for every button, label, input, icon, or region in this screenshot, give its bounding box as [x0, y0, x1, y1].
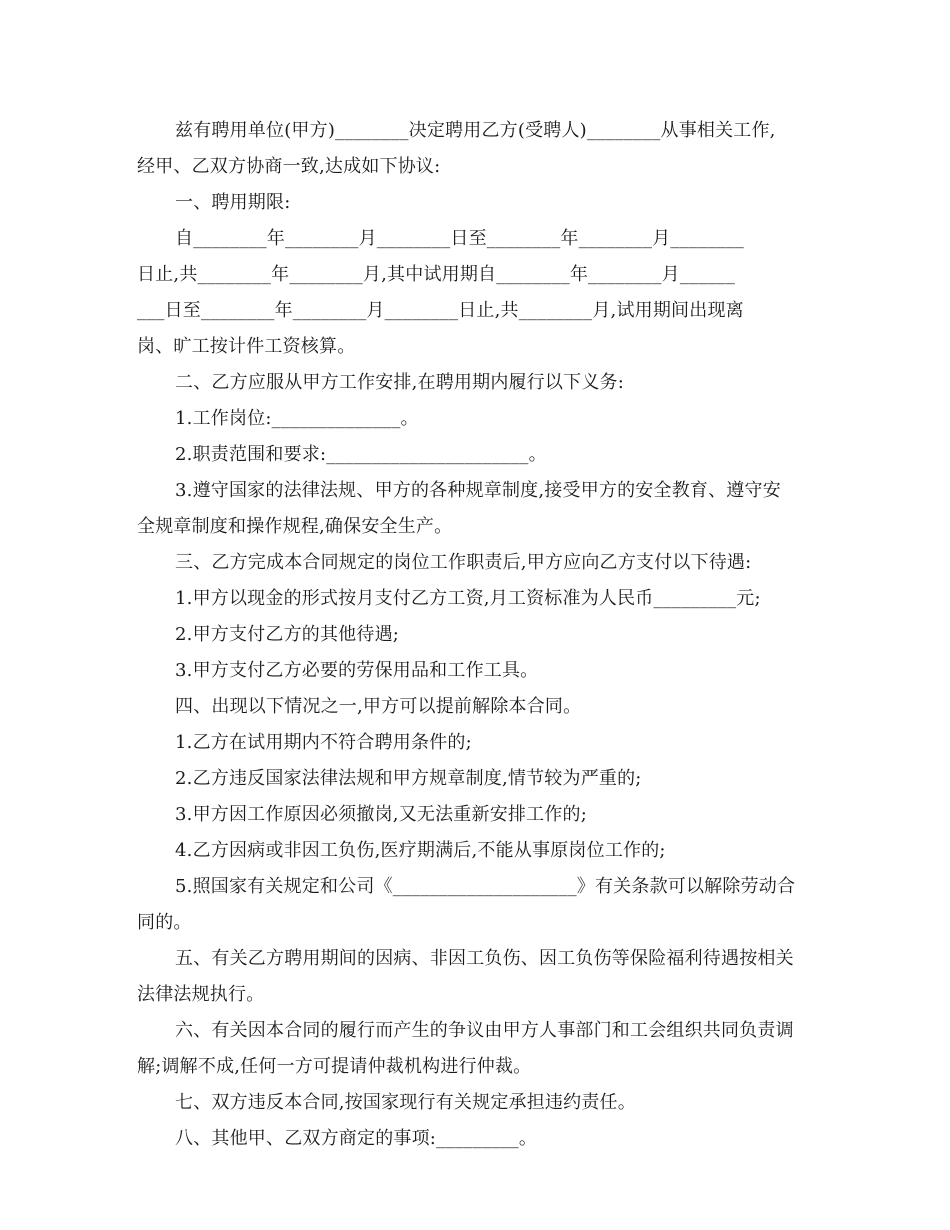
section-2-item-3-line-1: 3.遵守国家的法律法规、甲方的各种规章制度,接受甲方的安全教育、遵守安 [175, 480, 781, 501]
section-6-line-1: 六、有关因本合同的履行而产生的争议由甲方人事部门和工会组织共同负责调 [175, 1020, 794, 1041]
section-4-item-5-line-1: 5.照国家有关规定和公司《____________________》有关条款可以解除劳动合 [175, 876, 796, 897]
section-1-line-1: 自________年________月________日至________年________月________ [175, 228, 744, 249]
section-1-line-2: 日止,共________年________月,其中试用期自________年________月______ [137, 264, 736, 285]
section-2-title: 二、乙方应服从甲方工作安排,在聘用期内履行以下义务: [175, 372, 624, 393]
section-1-title: 一、聘用期限: [175, 192, 291, 213]
section-2-item-3-line-2: 全规章制度和操作规程,确保安全生产。 [137, 516, 453, 537]
section-2-item-2: 2.职责范围和要求:______________________。 [175, 444, 547, 465]
section-5-line-2: 法律法规执行。 [137, 984, 265, 1005]
section-3-item-2: 2.甲方支付乙方的其他待遇; [175, 624, 400, 645]
section-3-item-1: 1.甲方以现金的形式按月支付乙方工资,月工资标准为人民币_________元; [175, 588, 761, 609]
section-4-item-3: 3.甲方因工作原因必须撤岗,又无法重新安排工作的; [175, 804, 587, 825]
section-1-line-4: 岗、旷工按计件工资核算。 [137, 336, 356, 357]
section-2-item-1: 1.工作岗位:______________。 [175, 408, 419, 429]
section-4-item-2: 2.乙方违反国家法律法规和甲方规章制度,情节较为严重的; [175, 768, 642, 789]
section-5-line-1: 五、有关乙方聘用期间的因病、非因工负伤、因工负伤等保险福利待遇按相关 [175, 948, 794, 969]
section-3-item-3: 3.甲方支付乙方必要的劳保用品和工作工具。 [175, 660, 539, 681]
section-7: 七、双方违反本合同,按国家现行有关规定承担违约责任。 [175, 1092, 636, 1113]
contract-body [137, 113, 827, 1157]
intro-line-1: 兹有聘用单位(甲方)________决定聘用乙方(受聘人)________从事相关工作, [175, 120, 776, 141]
section-6-line-2: 解;调解不成,任何一方可提请仲裁机构进行仲裁。 [137, 1056, 532, 1077]
section-3-title: 三、乙方完成本合同规定的岗位工作职责后,甲方应向乙方支付以下待遇: [175, 552, 752, 573]
section-1-line-3: ___日至________年________月________日止,共________月,试用期间出现离 [137, 300, 744, 321]
intro-line-2: 经甲、乙双方协商一致,达成如下协议: [137, 156, 441, 177]
section-4-item-5-line-2: 同的。 [137, 912, 192, 933]
section-4-item-4: 4.乙方因病或非因工负伤,医疗期满后,不能从事原岗位工作的; [175, 840, 666, 861]
section-4-title: 四、出现以下情况之一,甲方可以提前解除本合同。 [175, 696, 582, 717]
section-8: 八、其他甲、乙双方商定的事项:_________。 [175, 1128, 538, 1149]
section-4-item-1: 1.乙方在试用期内不符合聘用条件的; [175, 732, 472, 753]
